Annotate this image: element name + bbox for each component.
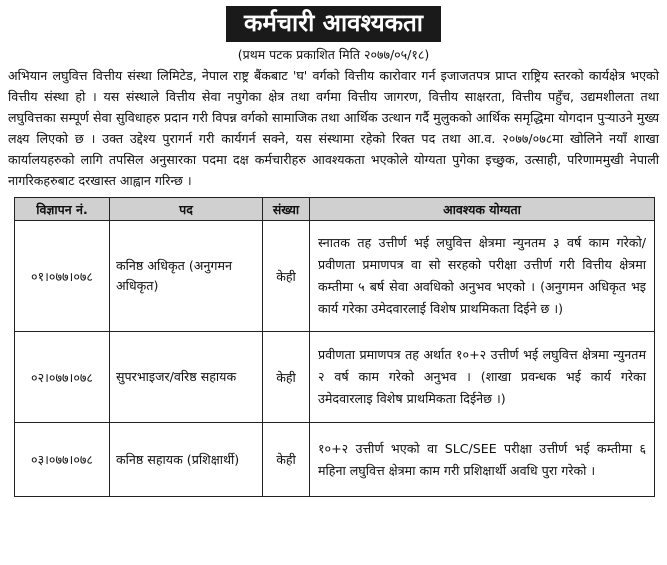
vacancy-table [14,197,655,497]
header-ad-no: विज्ञापन नं. [15,198,110,221]
post-cell: कनिष्ठ अधिकृत (अनुगमन अधिकृत) [110,221,263,332]
post-cell: कनिष्ठ सहायक (प्रशिक्षार्थी) [110,423,263,497]
table-row [15,332,655,423]
table-row [15,221,655,332]
header-post: पद [110,198,263,221]
published-date: (प्रथम पटक प्रकाशित मिति २०७७/०५/१८) [237,47,430,62]
qualification-cell: स्नातक तह उत्तीर्ण भई लघुवित्त क्षेत्रमा न्युनतम ३ वर्ष काम गरेको/प्रवीणता प्रमाणपत्र वा सो सरहको परीक्षा उत्तीर्ण गरी वित्तीय क्षेत्रमा कम्तीमा ५ बर्ष सेवा अवधिको अनुभव भएको । (अनुगमन अधिकृत भइ कार्य गरेका उमेदवारलाई विशेष प्राथमिकता दिईने छ ।) [310,221,655,332]
table-row [15,423,655,497]
count-cell: केही [263,332,310,423]
ad-no-cell: ०१।०७७।०७८ [15,221,110,332]
intro-paragraph: अभियान लघुवित्त वित्तीय संस्था लिमिटेड, नेपाल राष्ट्र बैंकबाट 'घ' वर्गको वित्तीय कारोवार गर्न इजाजतपत्र प्राप्त राष्ट्रिय स्तरको कार्यक्षेत्र भएको वित्तीय संस्था हो । यस संस्थाले वित्तीय सेवा नपुगेका क्षेत्र तथा वर्गमा वित्तीय जागरण, वित्तीय साक्षरता, वित्तीय पहुँच, उद्यमशीलता तथा लघुवित्तका सम्पूर्ण सेवा सुविधाहरु प्रदान गरी विपन्न वर्गको सामाजिक तथा आर्थिक उत्थान गर्दै मुलुकको आर्थिक समृद्धिमा योगदान पुर्‍याउने मुख्य लक्ष्य लिएको छ । उक्त उद्देश्य पुरागर्न गरी कार्यगर्न सक्ने, यस संस्थामा रहेको रिक्त पद तथा आ.व. २०७७/०७८मा खोलिने नयाँ शाखा कार्यालयहरुको लागि तपसिल अनुसारका पदमा दक्ष कर्मचारीहरु आवश्यकता भएकोले योग्यता पुगेका इच्छुक, उत्साही, परिणाममुखी नेपाली नागरिकहरुबाट दरखास्त आह्वान गरिन्छ । [8,68,659,188]
title-wrap [0,0,667,42]
count-cell: केही [263,423,310,497]
count-cell: केही [263,221,310,332]
post-cell: सुपरभाइजर/वरिष्ठ सहायक [110,332,263,423]
ad-no-cell: ०३।०७७।०७८ [15,423,110,497]
header-qualification: आवश्यक योग्यता [310,198,655,221]
page-title: कर्मचारी आवश्यकता [226,6,441,42]
qualification-cell: १०+२ उत्तीर्ण भएको वा SLC/SEE परीक्षा उत्तीर्ण भई कम्तीमा ६ महिना लघुवित्त क्षेत्रमा काम गरी प्रशिक्षार्थी अवधि पुरा गरेको । [310,423,655,497]
ad-no-cell: ०२।०७७।०७८ [15,332,110,423]
qualification-cell: प्रवीणता प्रमाणपत्र तह अर्थात १०+२ उत्तीर्ण भई लघुवित्त क्षेत्रमा न्युनतम २ वर्ष काम गरेको अनुभव । (शाखा प्रवन्धक भई कार्य गरेका उमेदवारलाइ विशेष प्राथमिकता दिईनेछ ।) [310,332,655,423]
table-header-row [15,198,655,221]
header-count: संख्या [263,198,310,221]
